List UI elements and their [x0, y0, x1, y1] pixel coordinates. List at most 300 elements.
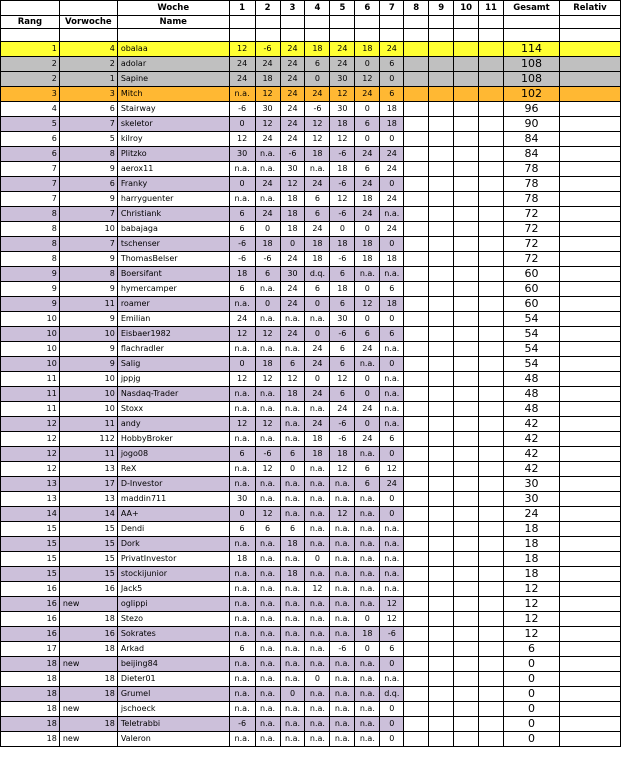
vorwoche-cell: 8: [59, 267, 117, 282]
relativ-cell: [559, 447, 620, 462]
table-row: [1, 312, 621, 327]
week-score-cell: [479, 177, 504, 192]
week-score-cell: n.a.: [355, 687, 380, 702]
week-score-cell: n.a.: [229, 702, 255, 717]
week-score-cell: n.a.: [380, 342, 404, 357]
week-score-cell: n.a.: [280, 597, 305, 612]
rang-cell: 11: [1, 387, 60, 402]
week-score-cell: 12: [255, 462, 280, 477]
week-score-cell: [479, 162, 504, 177]
rang-cell: 3: [1, 87, 60, 102]
week-score-cell: 18: [380, 102, 404, 117]
week-score-cell: [404, 372, 429, 387]
week-score-cell: n.a.: [305, 567, 330, 582]
week-score-cell: 12: [355, 297, 380, 312]
week-score-cell: n.a.: [355, 567, 380, 582]
week-score-cell: 18: [305, 237, 330, 252]
rang-cell: 16: [1, 612, 60, 627]
rang-cell: 2: [1, 57, 60, 72]
week-score-cell: n.a.: [229, 387, 255, 402]
week-score-cell: n.a.: [355, 597, 380, 612]
relativ-cell: [559, 657, 620, 672]
relativ-cell: [559, 252, 620, 267]
table-row: [1, 162, 621, 177]
week-score-cell: 18: [355, 192, 380, 207]
week-score-cell: 24: [305, 387, 330, 402]
gesamt-cell: 78: [504, 162, 560, 177]
header-week-4: 4: [305, 1, 330, 16]
rang-cell: 7: [1, 192, 60, 207]
week-score-cell: [404, 507, 429, 522]
gesamt-cell: 48: [504, 372, 560, 387]
name-cell: Sapine: [117, 72, 229, 87]
week-score-cell: 12: [229, 42, 255, 57]
relativ-cell: [559, 522, 620, 537]
vorwoche-cell: 16: [59, 582, 117, 597]
week-score-cell: n.a.: [355, 357, 380, 372]
week-score-cell: [404, 312, 429, 327]
header-week-3: 3: [280, 1, 305, 16]
week-score-cell: -6: [330, 327, 355, 342]
week-score-cell: 18: [305, 252, 330, 267]
week-score-cell: 18: [355, 627, 380, 642]
gesamt-cell: 18: [504, 537, 560, 552]
week-score-cell: 24: [280, 132, 305, 147]
week-score-cell: n.a.: [355, 537, 380, 552]
week-score-cell: n.a.: [305, 702, 330, 717]
week-score-cell: [454, 537, 479, 552]
week-score-cell: n.a.: [330, 687, 355, 702]
week-score-cell: [454, 477, 479, 492]
gesamt-cell: 54: [504, 342, 560, 357]
rang-cell: 1: [1, 42, 60, 57]
header-name: Name: [117, 16, 229, 29]
week-score-cell: 30: [280, 162, 305, 177]
week-score-cell: n.a.: [255, 672, 280, 687]
week-score-cell: 30: [280, 267, 305, 282]
week-score-cell: 0: [380, 492, 404, 507]
week-score-cell: [429, 522, 454, 537]
week-score-cell: [479, 417, 504, 432]
vorwoche-cell: 9: [59, 282, 117, 297]
week-score-cell: [429, 102, 454, 117]
week-score-cell: 12: [305, 582, 330, 597]
table-row: [1, 237, 621, 252]
table-row: [1, 492, 621, 507]
week-score-cell: [429, 567, 454, 582]
rang-cell: 16: [1, 627, 60, 642]
week-score-cell: [404, 627, 429, 642]
week-score-cell: 18: [330, 237, 355, 252]
week-score-cell: 24: [380, 192, 404, 207]
week-score-cell: n.a.: [280, 552, 305, 567]
week-score-cell: [404, 552, 429, 567]
name-cell: Salig: [117, 357, 229, 372]
vorwoche-cell: 18: [59, 687, 117, 702]
week-score-cell: [454, 147, 479, 162]
week-score-cell: [479, 477, 504, 492]
week-score-cell: n.a.: [229, 672, 255, 687]
name-cell: jppjg: [117, 372, 229, 387]
name-cell: HobbyBroker: [117, 432, 229, 447]
week-score-cell: n.a.: [305, 522, 330, 537]
week-score-cell: 24: [355, 342, 380, 357]
week-score-cell: n.a.: [305, 537, 330, 552]
table-row: [1, 282, 621, 297]
gesamt-cell: 0: [504, 732, 560, 747]
week-score-cell: n.a.: [355, 267, 380, 282]
vorwoche-cell: 7: [59, 117, 117, 132]
week-score-cell: n.a.: [229, 687, 255, 702]
week-score-cell: -6: [330, 177, 355, 192]
header-relativ: Relativ: [559, 1, 620, 16]
week-score-cell: [404, 282, 429, 297]
week-score-cell: [429, 537, 454, 552]
gesamt-cell: 12: [504, 582, 560, 597]
week-score-cell: 0: [355, 312, 380, 327]
week-score-cell: 6: [380, 87, 404, 102]
week-score-cell: n.a.: [280, 612, 305, 627]
vorwoche-cell: 15: [59, 537, 117, 552]
rang-cell: 10: [1, 312, 60, 327]
name-cell: ReX: [117, 462, 229, 477]
relativ-cell: [559, 507, 620, 522]
rang-cell: 8: [1, 222, 60, 237]
week-score-cell: n.a.: [229, 402, 255, 417]
week-score-cell: 18: [380, 297, 404, 312]
week-score-cell: 30: [330, 312, 355, 327]
vorwoche-cell: 10: [59, 387, 117, 402]
rang-cell: 6: [1, 147, 60, 162]
week-score-cell: [454, 222, 479, 237]
vorwoche-cell: 10: [59, 372, 117, 387]
week-score-cell: [404, 702, 429, 717]
week-score-cell: [429, 342, 454, 357]
name-cell: Stairway: [117, 102, 229, 117]
header-row-2: [1, 16, 621, 29]
week-score-cell: 6: [229, 642, 255, 657]
table-row: [1, 417, 621, 432]
week-score-cell: [404, 57, 429, 72]
week-score-cell: 12: [255, 372, 280, 387]
vorwoche-cell: 18: [59, 642, 117, 657]
name-cell: jogo08: [117, 447, 229, 462]
week-score-cell: n.a.: [280, 432, 305, 447]
week-score-cell: n.a.: [255, 567, 280, 582]
week-score-cell: n.a.: [380, 552, 404, 567]
name-cell: andy: [117, 417, 229, 432]
week-score-cell: [454, 417, 479, 432]
relativ-cell: [559, 672, 620, 687]
relativ-cell: [559, 477, 620, 492]
week-score-cell: n.a.: [305, 477, 330, 492]
relativ-cell: [559, 312, 620, 327]
week-score-cell: 18: [255, 72, 280, 87]
week-score-cell: [454, 267, 479, 282]
week-score-cell: [429, 477, 454, 492]
gesamt-cell: 12: [504, 597, 560, 612]
week-score-cell: [454, 672, 479, 687]
week-score-cell: n.a.: [380, 372, 404, 387]
week-score-cell: n.a.: [380, 387, 404, 402]
gesamt-cell: 60: [504, 267, 560, 282]
week-score-cell: 30: [255, 102, 280, 117]
week-score-cell: 6: [355, 462, 380, 477]
week-score-cell: n.a.: [255, 642, 280, 657]
week-score-cell: 18: [355, 252, 380, 267]
week-score-cell: 12: [330, 132, 355, 147]
week-score-cell: [479, 612, 504, 627]
week-score-cell: [454, 132, 479, 147]
vorwoche-cell: new: [59, 657, 117, 672]
week-score-cell: 6: [330, 357, 355, 372]
week-score-cell: [429, 162, 454, 177]
week-score-cell: n.a.: [280, 312, 305, 327]
rang-cell: 18: [1, 717, 60, 732]
week-score-cell: 12: [229, 132, 255, 147]
week-score-cell: 24: [305, 222, 330, 237]
week-score-cell: d.q.: [380, 687, 404, 702]
week-score-cell: [454, 492, 479, 507]
week-score-cell: n.a.: [355, 447, 380, 462]
week-score-cell: 0: [380, 72, 404, 87]
week-score-cell: 18: [280, 387, 305, 402]
table-row: [1, 372, 621, 387]
vorwoche-cell: 7: [59, 237, 117, 252]
week-score-cell: n.a.: [255, 342, 280, 357]
week-score-cell: 0: [380, 732, 404, 747]
table-row: [1, 342, 621, 357]
vorwoche-cell: new: [59, 732, 117, 747]
rang-cell: 8: [1, 207, 60, 222]
week-score-cell: n.a.: [355, 657, 380, 672]
week-score-cell: 0: [355, 282, 380, 297]
table-row: [1, 612, 621, 627]
week-score-cell: 18: [280, 207, 305, 222]
week-score-cell: [479, 732, 504, 747]
relativ-cell: [559, 537, 620, 552]
vorwoche-cell: 5: [59, 132, 117, 147]
relativ-cell: [559, 147, 620, 162]
week-score-cell: [404, 732, 429, 747]
rang-cell: 7: [1, 177, 60, 192]
header-week-7: 7: [380, 1, 404, 16]
week-score-cell: [429, 267, 454, 282]
week-score-cell: 24: [280, 102, 305, 117]
week-score-cell: 0: [305, 552, 330, 567]
week-score-cell: [454, 102, 479, 117]
table-row: [1, 522, 621, 537]
week-score-cell: [479, 87, 504, 102]
rang-cell: 9: [1, 267, 60, 282]
week-score-cell: n.a.: [229, 537, 255, 552]
week-score-cell: [479, 207, 504, 222]
week-score-cell: 0: [305, 372, 330, 387]
week-score-cell: n.a.: [229, 87, 255, 102]
week-score-cell: n.a.: [305, 312, 330, 327]
week-score-cell: 6: [355, 477, 380, 492]
week-score-cell: [479, 522, 504, 537]
week-score-cell: [454, 237, 479, 252]
week-score-cell: 6: [330, 387, 355, 402]
week-score-cell: [454, 552, 479, 567]
week-score-cell: [454, 717, 479, 732]
week-score-cell: [454, 42, 479, 57]
week-score-cell: n.a.: [280, 627, 305, 642]
relativ-cell: [559, 627, 620, 642]
table-row: [1, 252, 621, 267]
week-score-cell: 12: [280, 372, 305, 387]
week-score-cell: n.a.: [229, 342, 255, 357]
week-score-cell: 18: [355, 237, 380, 252]
week-score-cell: 18: [305, 42, 330, 57]
rang-cell: 13: [1, 477, 60, 492]
week-score-cell: n.a.: [380, 537, 404, 552]
rang-cell: 12: [1, 432, 60, 447]
vorwoche-cell: 6: [59, 177, 117, 192]
week-score-cell: n.a.: [305, 732, 330, 747]
name-cell: skeletor: [117, 117, 229, 132]
week-score-cell: [429, 297, 454, 312]
name-cell: kilroy: [117, 132, 229, 147]
week-score-cell: n.a.: [255, 582, 280, 597]
week-score-cell: [454, 252, 479, 267]
week-score-cell: 24: [305, 357, 330, 372]
relativ-cell: [559, 717, 620, 732]
table-row: [1, 432, 621, 447]
week-score-cell: 6: [280, 447, 305, 462]
week-score-cell: [479, 327, 504, 342]
week-score-cell: n.a.: [330, 702, 355, 717]
table-row: [1, 87, 621, 102]
week-score-cell: n.a.: [305, 462, 330, 477]
week-score-cell: 12: [280, 177, 305, 192]
week-score-cell: [404, 687, 429, 702]
week-score-cell: 0: [355, 387, 380, 402]
week-score-cell: [479, 402, 504, 417]
week-score-cell: [404, 567, 429, 582]
week-score-cell: 18: [330, 447, 355, 462]
week-score-cell: n.a.: [380, 267, 404, 282]
rang-cell: 15: [1, 567, 60, 582]
relativ-cell: [559, 72, 620, 87]
week-score-cell: -6: [305, 102, 330, 117]
gesamt-cell: 12: [504, 612, 560, 627]
vorwoche-cell: 9: [59, 192, 117, 207]
week-score-cell: 18: [280, 567, 305, 582]
relativ-cell: [559, 222, 620, 237]
week-score-cell: [479, 537, 504, 552]
table-row: [1, 327, 621, 342]
week-score-cell: 18: [330, 117, 355, 132]
week-score-cell: n.a.: [330, 612, 355, 627]
gesamt-cell: 18: [504, 567, 560, 582]
table-row: [1, 642, 621, 657]
week-score-cell: [454, 522, 479, 537]
vorwoche-cell: 6: [59, 102, 117, 117]
week-score-cell: [454, 582, 479, 597]
rang-cell: 10: [1, 357, 60, 372]
week-score-cell: 12: [380, 597, 404, 612]
vorwoche-cell: 15: [59, 522, 117, 537]
relativ-cell: [559, 177, 620, 192]
week-score-cell: n.a.: [330, 567, 355, 582]
vorwoche-cell: new: [59, 702, 117, 717]
week-score-cell: n.a.: [330, 537, 355, 552]
week-score-cell: [404, 72, 429, 87]
week-score-cell: [429, 87, 454, 102]
week-score-cell: 0: [305, 72, 330, 87]
week-score-cell: 12: [380, 612, 404, 627]
week-score-cell: 12: [255, 87, 280, 102]
vorwoche-cell: 14: [59, 507, 117, 522]
table-row: [1, 177, 621, 192]
week-score-cell: [404, 42, 429, 57]
week-score-cell: -6: [330, 642, 355, 657]
week-score-cell: [454, 357, 479, 372]
week-score-cell: 6: [330, 267, 355, 282]
gesamt-cell: 60: [504, 297, 560, 312]
gesamt-cell: 24: [504, 507, 560, 522]
name-cell: Jack5: [117, 582, 229, 597]
week-score-cell: 6: [380, 642, 404, 657]
vorwoche-cell: 15: [59, 567, 117, 582]
vorwoche-cell: 13: [59, 492, 117, 507]
week-score-cell: 0: [355, 372, 380, 387]
week-score-cell: [454, 207, 479, 222]
week-score-cell: n.a.: [255, 717, 280, 732]
week-score-cell: -6: [330, 417, 355, 432]
gesamt-cell: 6: [504, 642, 560, 657]
week-score-cell: 24: [380, 222, 404, 237]
week-score-cell: -6: [330, 147, 355, 162]
week-score-cell: 12: [229, 372, 255, 387]
week-score-cell: 0: [305, 297, 330, 312]
week-score-cell: [454, 447, 479, 462]
week-score-cell: n.a.: [255, 162, 280, 177]
relativ-cell: [559, 732, 620, 747]
week-score-cell: -6: [255, 42, 280, 57]
week-score-cell: [429, 447, 454, 462]
week-score-cell: n.a.: [280, 402, 305, 417]
week-score-cell: [479, 582, 504, 597]
week-score-cell: 18: [380, 117, 404, 132]
rang-cell: 15: [1, 537, 60, 552]
header-vorwoche: Vorwoche: [59, 16, 117, 29]
relativ-cell: [559, 192, 620, 207]
rang-cell: 10: [1, 342, 60, 357]
week-score-cell: [479, 717, 504, 732]
week-score-cell: n.a.: [305, 402, 330, 417]
week-score-cell: 0: [380, 237, 404, 252]
week-score-cell: [404, 672, 429, 687]
week-score-cell: n.a.: [330, 717, 355, 732]
week-score-cell: [479, 357, 504, 372]
week-score-cell: [404, 237, 429, 252]
week-score-cell: 0: [355, 417, 380, 432]
week-score-cell: n.a.: [280, 702, 305, 717]
week-score-cell: n.a.: [305, 507, 330, 522]
week-score-cell: n.a.: [305, 162, 330, 177]
week-score-cell: 0: [355, 102, 380, 117]
week-score-cell: [454, 462, 479, 477]
week-score-cell: n.a.: [229, 297, 255, 312]
week-score-cell: 6: [255, 267, 280, 282]
week-score-cell: [454, 567, 479, 582]
week-score-cell: [454, 57, 479, 72]
name-cell: Plitzko: [117, 147, 229, 162]
week-score-cell: [429, 432, 454, 447]
